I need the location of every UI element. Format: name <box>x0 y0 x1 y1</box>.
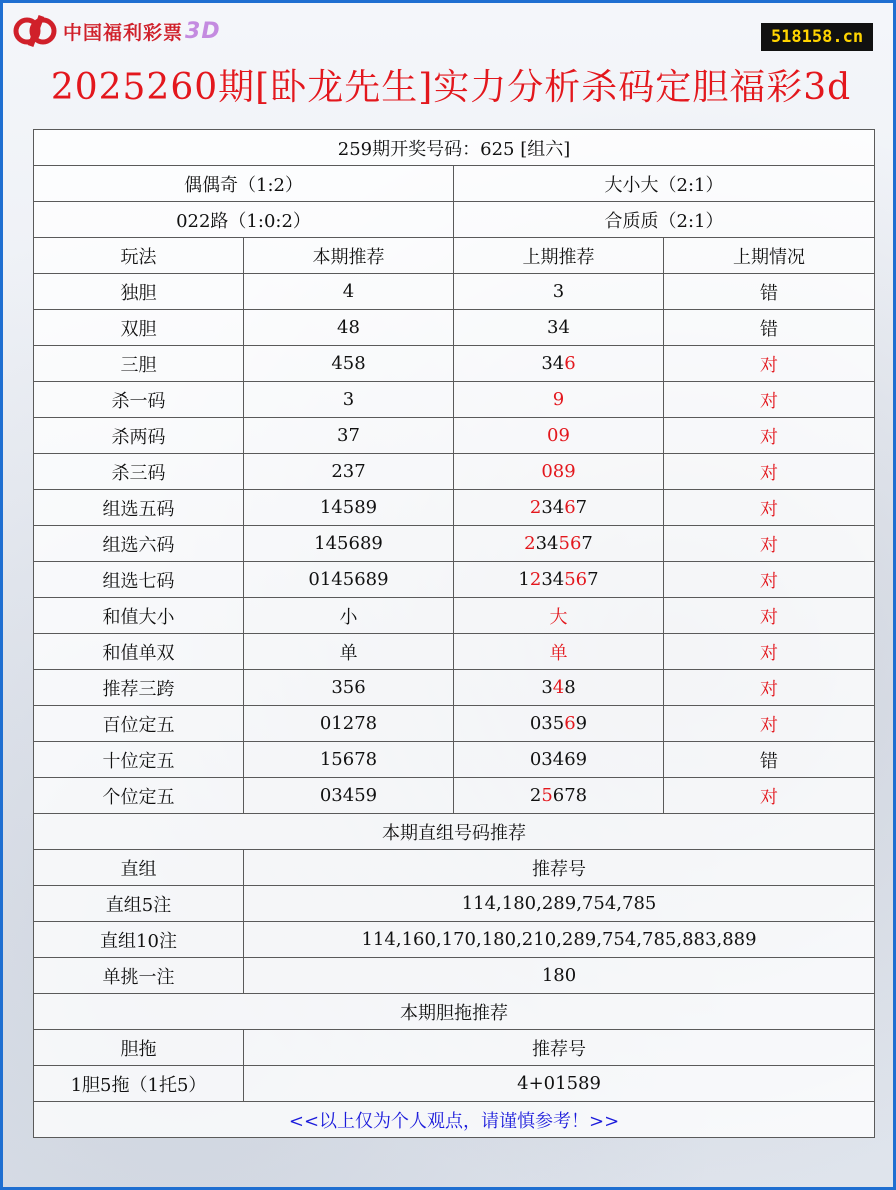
hit-digits: 9 <box>552 389 565 410</box>
prediction-row <box>34 778 875 814</box>
miss-digits: 34 <box>535 533 559 554</box>
lottery-logo-icon <box>13 11 59 51</box>
lottery-logo <box>13 11 221 51</box>
prediction-row <box>34 526 875 562</box>
result-status: 对 <box>664 634 875 670</box>
page-title: 2025260期[卧龙先生]实力分析杀码定胆福彩3d <box>50 67 852 108</box>
direct-row <box>34 922 875 958</box>
column-header: 推荐号 <box>244 850 875 886</box>
current-pick: 01278 <box>244 706 454 742</box>
result-status: 对 <box>664 706 875 742</box>
play-name: 组选五码 <box>34 490 244 526</box>
analysis-table-body <box>34 130 875 1138</box>
route-cell: 022路（1:0:2） <box>34 202 454 238</box>
miss-digits: 1 <box>518 569 530 590</box>
size-cell: 大小大（2:1） <box>454 166 875 202</box>
miss-digits: 34 <box>541 497 565 518</box>
result-status: 对 <box>664 670 875 706</box>
hit-digits: 4 <box>552 677 565 698</box>
play-name: 和值大小 <box>34 598 244 634</box>
play-name: 推荐三跨 <box>34 670 244 706</box>
previous-pick <box>454 346 664 382</box>
result-status: 对 <box>664 418 875 454</box>
result-status: 错 <box>664 742 875 778</box>
site-badge[interactable]: 518158.cn <box>761 23 873 51</box>
miss-digits: 3 <box>552 281 565 302</box>
result-status: 对 <box>664 346 875 382</box>
footer-row <box>34 1102 875 1138</box>
play-name: 杀三码 <box>34 454 244 490</box>
hit-digits: 56 <box>564 569 588 590</box>
drag-label: 1胆5拖（1托5） <box>34 1066 244 1102</box>
direct-title: 本期直组号码推荐 <box>34 814 875 850</box>
result-status: 错 <box>664 310 875 346</box>
logo-text: 中国福利彩票 <box>63 21 184 44</box>
miss-digits: 2 <box>529 785 542 806</box>
drag-header-row <box>34 1030 875 1066</box>
hit-digits: 6 <box>564 713 576 734</box>
hit-digits: 56 <box>558 533 582 554</box>
analysis-table <box>33 129 875 1138</box>
column-header: 玩法 <box>34 238 244 274</box>
column-header: 直组 <box>34 850 244 886</box>
previous-pick <box>454 310 664 346</box>
current-pick: 小 <box>244 598 454 634</box>
logo-suffix: 3D <box>185 18 221 44</box>
hit-digits: 6 <box>564 353 576 374</box>
miss-digits: 8 <box>564 677 576 698</box>
previous-pick <box>454 418 664 454</box>
direct-label: 直组10注 <box>34 922 244 958</box>
current-pick: 237 <box>244 454 454 490</box>
current-pick: 145689 <box>244 526 454 562</box>
prediction-row <box>34 670 875 706</box>
current-pick: 356 <box>244 670 454 706</box>
hit-digits: 2 <box>524 533 536 554</box>
current-pick: 48 <box>244 310 454 346</box>
previous-pick <box>454 634 664 670</box>
hit-digits: 089 <box>541 461 576 482</box>
column-header: 胆拖 <box>34 1030 244 1066</box>
miss-digits: 34 <box>547 317 570 338</box>
direct-title-row <box>34 814 875 850</box>
current-pick: 15678 <box>244 742 454 778</box>
result-status: 对 <box>664 778 875 814</box>
play-name: 和值单双 <box>34 634 244 670</box>
miss-digits: 678 <box>552 785 588 806</box>
direct-label: 单挑一注 <box>34 958 244 994</box>
result-status: 错 <box>664 274 875 310</box>
prime-cell: 合质质（2:1） <box>454 202 875 238</box>
direct-header-row <box>34 850 875 886</box>
prediction-row <box>34 562 875 598</box>
previous-pick <box>454 670 664 706</box>
play-name: 杀一码 <box>34 382 244 418</box>
prediction-row <box>34 742 875 778</box>
prediction-row <box>34 454 875 490</box>
miss-digits: 7 <box>587 569 599 590</box>
miss-digits: 9 <box>575 713 588 734</box>
current-pick: 458 <box>244 346 454 382</box>
previous-pick <box>454 454 664 490</box>
current-pick: 单 <box>244 634 454 670</box>
prediction-row <box>34 634 875 670</box>
result-status: 对 <box>664 526 875 562</box>
play-name: 百位定五 <box>34 706 244 742</box>
prediction-header-row <box>34 238 875 274</box>
summary-row <box>34 166 875 202</box>
prediction-row <box>34 598 875 634</box>
direct-value: 180 <box>244 958 875 994</box>
hit-digits: 单 <box>549 642 568 664</box>
play-name: 双胆 <box>34 310 244 346</box>
play-name: 个位定五 <box>34 778 244 814</box>
miss-digits: 035 <box>529 713 565 734</box>
prediction-row <box>34 418 875 454</box>
current-pick: 03459 <box>244 778 454 814</box>
miss-digits: 34 <box>541 353 565 374</box>
play-name: 组选七码 <box>34 562 244 598</box>
direct-value: 114,180,289,754,785 <box>244 886 875 922</box>
play-name: 十位定五 <box>34 742 244 778</box>
previous-pick <box>454 598 664 634</box>
current-pick: 37 <box>244 418 454 454</box>
miss-digits: 7 <box>575 497 588 518</box>
previous-pick <box>454 274 664 310</box>
drag-title-row <box>34 994 875 1030</box>
drag-row <box>34 1066 875 1102</box>
current-pick: 4 <box>244 274 454 310</box>
current-pick: 0145689 <box>244 562 454 598</box>
result-status: 对 <box>664 454 875 490</box>
prediction-row <box>34 346 875 382</box>
result-status: 对 <box>664 562 875 598</box>
last-draw-row <box>34 130 875 166</box>
hit-digits: 大 <box>549 606 568 628</box>
previous-pick <box>454 778 664 814</box>
prediction-row <box>34 706 875 742</box>
prediction-row <box>34 490 875 526</box>
previous-pick <box>454 562 664 598</box>
play-name: 独胆 <box>34 274 244 310</box>
play-name: 组选六码 <box>34 526 244 562</box>
prediction-row <box>34 310 875 346</box>
direct-row <box>34 958 875 994</box>
hit-digits: 2 <box>529 569 542 590</box>
hit-digits: 2 <box>529 497 542 518</box>
current-pick: 3 <box>244 382 454 418</box>
prediction-row <box>34 274 875 310</box>
play-name: 三胆 <box>34 346 244 382</box>
direct-value: 114,160,170,180,210,289,754,785,883,889 <box>244 922 875 958</box>
current-pick: 14589 <box>244 490 454 526</box>
drag-value: 4+01589 <box>244 1066 875 1102</box>
hit-digits: 09 <box>547 425 570 446</box>
prediction-row <box>34 382 875 418</box>
miss-digits: 3 <box>541 677 553 698</box>
column-header: 本期推荐 <box>244 238 454 274</box>
disclaimer-note: <<以上仅为个人观点，请谨慎参考！>> <box>34 1102 875 1138</box>
hit-digits: 6 <box>564 497 576 518</box>
result-status: 对 <box>664 490 875 526</box>
column-header: 上期推荐 <box>454 238 664 274</box>
previous-pick <box>454 382 664 418</box>
previous-pick <box>454 490 664 526</box>
last-draw-cell: 259期开奖号码：625 [组六] <box>34 130 875 166</box>
parity-cell: 偶偶奇（1:2） <box>34 166 454 202</box>
direct-label: 直组5注 <box>34 886 244 922</box>
direct-row <box>34 886 875 922</box>
column-header: 上期情况 <box>664 238 875 274</box>
miss-digits: 7 <box>581 533 593 554</box>
previous-pick <box>454 526 664 562</box>
column-header: 推荐号 <box>244 1030 875 1066</box>
drag-title: 本期胆拖推荐 <box>34 994 875 1030</box>
previous-pick <box>454 706 664 742</box>
previous-pick <box>454 742 664 778</box>
miss-digits: 03469 <box>529 749 588 770</box>
play-name: 杀两码 <box>34 418 244 454</box>
result-status: 对 <box>664 382 875 418</box>
summary-row <box>34 202 875 238</box>
miss-digits: 34 <box>541 569 565 590</box>
result-status: 对 <box>664 598 875 634</box>
hit-digits: 5 <box>541 785 553 806</box>
